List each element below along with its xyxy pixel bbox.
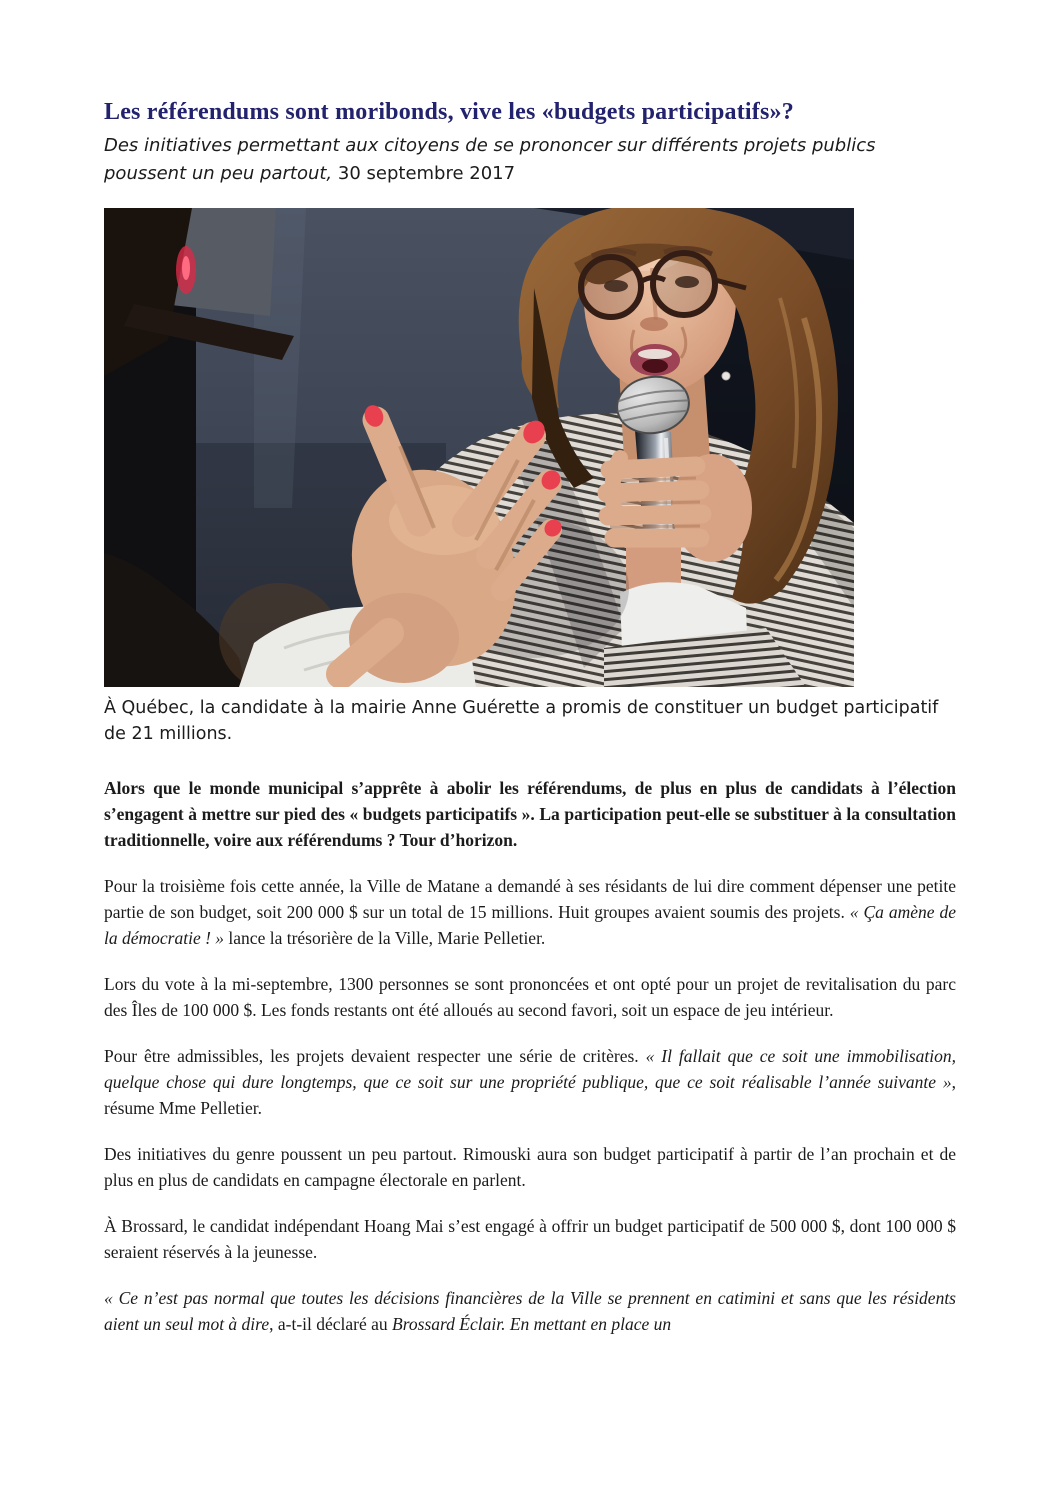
pearl-earring [722, 372, 730, 380]
article-subtitle [104, 132, 956, 188]
article-paragraph [104, 971, 956, 1023]
article-paragraph [104, 1213, 956, 1265]
article-headline: Les référendums sont moribonds, vive les «budgets participatifs»? [104, 99, 794, 125]
article-paragraph [104, 1285, 956, 1337]
italic-text-run: Brossard Éclair. En mettant en place un [392, 1314, 672, 1334]
text-run: Pour être admissibles, les projets devaient respecter une série de critères. [104, 1046, 646, 1066]
italic-text-run: « Il fallait que ce soit une immobilisation, quelque chose qui dure longtemps, que ce soit sur une propriété publique, que ce soit réalisable l’année suivante » [104, 1046, 956, 1092]
text-run: Lors du vote à la mi-septembre, 1300 personnes se sont prononcées et ont opté pour un projet de revitalisation du parc des Îles de 100 000 $. Les fonds restants ont été alloués au second favori, soit un espace de jeu intérieur. [104, 974, 956, 1020]
text-run: Pour la troisième fois cette année, la Ville de Matane a demandé à ses résidants de lui dire comment dépenser une petite partie de son budget, soit 200 000 $ sur un total de 15 millions. Huit groupes avaient soumis des projets. [104, 876, 956, 922]
text-run: Alors que le monde municipal s’apprête à abolir les référendums, de plus en plus de candidats à l’élection s’engagent à mettre sur pied des « budgets participatifs ». La participation peut-elle se substituer à la consultation traditionnelle, voire aux référendums ? Tour d’horizon. [104, 778, 956, 850]
text-run: Des initiatives du genre poussent un peu partout. Rimouski aura son budget participatif à partir de l’an prochain et de plus en plus de candidats en campagne électorale en parlent. [104, 1144, 956, 1190]
text-run: lance la trésorière de la Ville, Marie Pelletier. [224, 928, 546, 948]
italic-text-run: « Ce n’est pas normal que toutes les décisions financières de la Ville se prennent en catimini et sans que les résidents aient un seul mot à dire [104, 1288, 956, 1334]
text-run: , a-t-il déclaré au [269, 1314, 393, 1334]
photo-caption: À Québec, la candidate à la mairie Anne Guérette a promis de constituer un budget participatif de 21 millions. [104, 698, 939, 744]
italic-text-run: « Ça amène de la démocratie ! » [104, 902, 956, 948]
article-paragraph [104, 1141, 956, 1193]
text-run: , résume Mme Pelletier. [104, 1072, 956, 1118]
article-photo-figure [104, 208, 956, 747]
article-paragraph [104, 873, 956, 951]
article-photo [104, 208, 854, 687]
italic-text-run: Des initiatives permettant aux citoyens de se prononcer sur différents projets publics poussent un peu partout, [104, 135, 876, 184]
text-run: À Brossard, le candidat indépendant Hoang Mai s’est engagé à offrir un budget participatif de 500 000 $, dont 100 000 $ seraient réservés à la jeunesse. [104, 1216, 956, 1262]
article-lede-paragraph [104, 775, 956, 853]
article-body [104, 775, 956, 1337]
photo-illustration [104, 208, 854, 687]
article-paragraph [104, 1043, 956, 1121]
text-run: 30 septembre 2017 [332, 163, 516, 184]
article [104, 98, 956, 1357]
